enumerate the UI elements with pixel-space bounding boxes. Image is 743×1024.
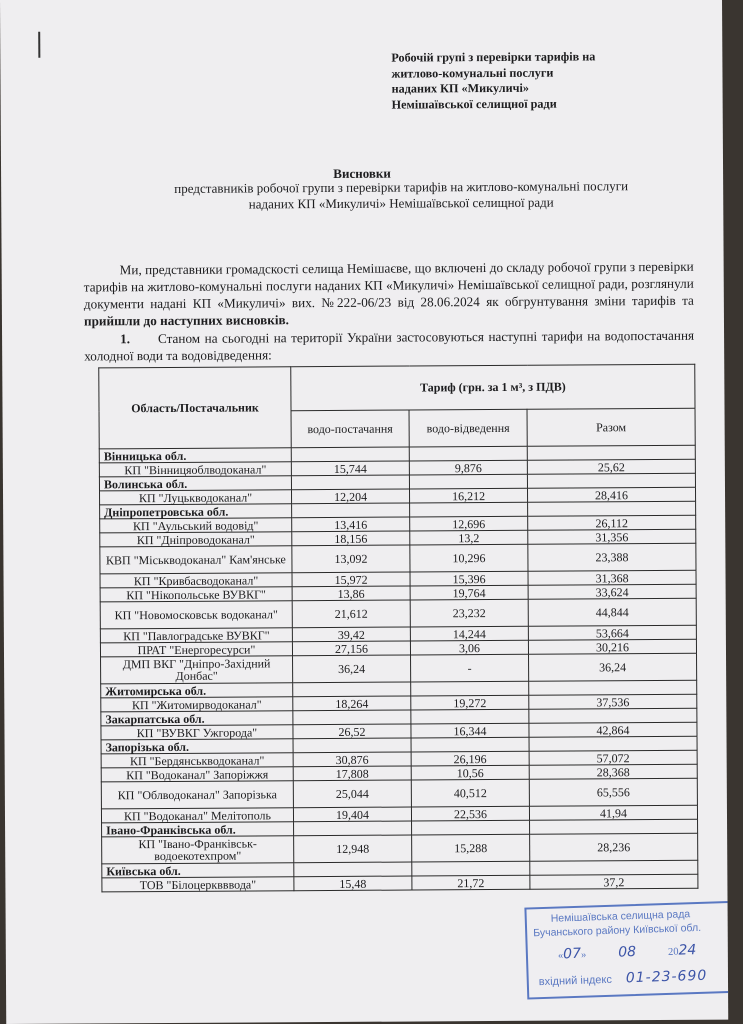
supplier-name: КП "Бердянськводоканал" bbox=[101, 753, 293, 768]
total-tariff: 57,072 bbox=[529, 750, 697, 765]
table-row bbox=[102, 833, 698, 864]
supplier-name: КП "Івано-Франківськ-водоекотехпром" bbox=[102, 836, 294, 864]
water-tariff: 39,42 bbox=[292, 627, 410, 642]
total-tariff: 25,62 bbox=[527, 459, 695, 474]
stamp-index-label: вхідний індекс bbox=[538, 973, 613, 989]
supplier-name: КВП "Міськводоканал" Кам'янське bbox=[100, 546, 292, 574]
water-tariff: 12,948 bbox=[294, 835, 412, 863]
stamp-line: Немішаївська селищна рада bbox=[550, 908, 691, 925]
table-row bbox=[101, 653, 697, 684]
region-name: Закарпатська обл. bbox=[101, 711, 293, 726]
water-tariff: 13,86 bbox=[292, 586, 410, 601]
empty-cell bbox=[411, 681, 529, 696]
point-text: Станом на сьогодні на території України застосовуються наступні тарифи на водопостачання холодної води та водовідведення: bbox=[84, 327, 695, 364]
sewage-tariff: 14,244 bbox=[410, 626, 528, 641]
header-sewage: водо-відведення bbox=[409, 409, 527, 447]
empty-cell bbox=[527, 445, 695, 460]
empty-cell bbox=[291, 447, 409, 462]
water-tariff: 25,044 bbox=[293, 780, 411, 808]
empty-cell bbox=[410, 502, 528, 517]
sewage-tariff: 16,212 bbox=[409, 488, 527, 503]
empty-cell bbox=[292, 503, 410, 518]
water-tariff: 13,092 bbox=[292, 545, 410, 573]
intro-text: Ми, представники громадскості селища Немішаєве, що включені до складу робочої групи з перевірки тарифів на житлово-комунальні послуги наданих КП «Микуличі» Немішаївської селищної ради, розглянули документи надані КП «Микуличі» вих. №222-06/23 від 28.06.2024 як обгрунтування зміни тарифів та bbox=[83, 258, 694, 312]
supplier-name: ПРАТ "Енергоресурси" bbox=[100, 642, 292, 657]
document-title: Висновки bbox=[333, 165, 391, 181]
intro-paragraph bbox=[84, 258, 694, 330]
supplier-name: КП "Водоканал" Запоріжжя bbox=[101, 767, 293, 782]
addressee-line: Немішаївської селищної ради bbox=[391, 96, 557, 112]
stamp-line: Бучанського району Київської обл. bbox=[533, 921, 702, 940]
header-water: водо-постачання bbox=[291, 410, 409, 448]
water-tariff: 26,52 bbox=[293, 724, 411, 739]
total-tariff: 44,844 bbox=[528, 598, 696, 626]
region-name: Вінницька обл. bbox=[99, 448, 291, 463]
stamp-date: «07» 08 2024 bbox=[557, 942, 697, 963]
supplier-name: КП "Кривбасводоканал" bbox=[100, 573, 292, 588]
sewage-tariff: 9,876 bbox=[409, 460, 527, 475]
empty-cell bbox=[294, 862, 412, 877]
sewage-tariff: 21,72 bbox=[412, 875, 530, 890]
margin-mark bbox=[38, 32, 40, 58]
table-row bbox=[101, 778, 697, 809]
supplier-name: КП "Житомирводоканал" bbox=[101, 697, 293, 712]
empty-cell bbox=[409, 446, 527, 461]
sewage-tariff: 15,288 bbox=[412, 834, 530, 862]
total-tariff: 28,416 bbox=[527, 487, 695, 502]
intro-bold-text: прийшли до наступних висновків. bbox=[83, 312, 290, 329]
water-tariff: 21,612 bbox=[292, 600, 410, 628]
stamp-index-value: 01-23-690 bbox=[625, 967, 708, 987]
supplier-name: КП "Вінницяоблводоканал" bbox=[99, 462, 291, 477]
stamp-day: 07 bbox=[562, 945, 582, 963]
sewage-tariff: 3,06 bbox=[410, 640, 528, 655]
total-tariff: 37,536 bbox=[529, 694, 697, 709]
total-tariff: 37,2 bbox=[530, 874, 698, 889]
stamp-year-prefix: 20 bbox=[667, 946, 679, 958]
water-tariff: 15,48 bbox=[294, 876, 412, 891]
empty-cell bbox=[528, 501, 696, 516]
region-name: Київська обл. bbox=[102, 863, 294, 878]
sewage-tariff: 19,272 bbox=[411, 695, 529, 710]
empty-cell bbox=[411, 737, 529, 752]
stamp-month: 08 bbox=[617, 944, 637, 961]
empty-cell bbox=[412, 861, 530, 876]
subtitle-line: наданих КП «Микуличі» Немішаївської селищної ради bbox=[248, 194, 554, 212]
sewage-tariff: 12,696 bbox=[410, 516, 528, 531]
region-name: Запорізька обл. bbox=[101, 739, 293, 754]
total-tariff: 53,664 bbox=[528, 625, 696, 640]
empty-cell bbox=[409, 474, 527, 489]
supplier-name: КП "Дніпроводоканал" bbox=[100, 532, 292, 547]
total-tariff: 36,24 bbox=[529, 653, 697, 681]
sewage-tariff: 13,2 bbox=[410, 530, 528, 545]
water-tariff: 18,264 bbox=[293, 696, 411, 711]
water-tariff: 36,24 bbox=[293, 655, 411, 683]
subtitle-line: представників робочої групи з перевірки тарифів на житлово-комунальні послуги bbox=[174, 178, 629, 196]
sewage-tariff: 10,296 bbox=[410, 544, 528, 572]
addressee-line: наданих КП «Микуличі» bbox=[391, 80, 529, 96]
table-row bbox=[100, 598, 696, 629]
region-name: Волинська обл. bbox=[99, 476, 291, 491]
total-tariff: 42,864 bbox=[529, 722, 697, 737]
supplier-name: КП "Аульський водовід" bbox=[100, 518, 292, 533]
total-tariff: 30,216 bbox=[528, 639, 696, 654]
water-tariff: 27,156 bbox=[292, 641, 410, 656]
sewage-tariff: 23,232 bbox=[410, 599, 528, 627]
empty-cell bbox=[293, 710, 411, 725]
empty-cell bbox=[529, 736, 697, 751]
total-tariff: 26,112 bbox=[528, 515, 696, 530]
empty-cell bbox=[412, 820, 530, 835]
sewage-tariff: 10,56 bbox=[411, 765, 529, 780]
supplier-name: КП "Новомосковськ водоканал" bbox=[100, 601, 292, 629]
water-tariff: 30,876 bbox=[293, 752, 411, 767]
water-tariff: 13,416 bbox=[292, 517, 410, 532]
total-tariff: 65,556 bbox=[529, 778, 697, 806]
water-tariff: 15,972 bbox=[292, 572, 410, 587]
water-tariff: 18,156 bbox=[292, 531, 410, 546]
stamp-year-suffix: 24 bbox=[678, 942, 697, 959]
total-tariff: 28,368 bbox=[529, 764, 697, 779]
empty-cell bbox=[530, 860, 698, 875]
total-tariff: 41,94 bbox=[529, 805, 697, 820]
body-text bbox=[84, 258, 695, 365]
sewage-tariff: 40,512 bbox=[411, 779, 529, 807]
total-tariff: 31,368 bbox=[528, 570, 696, 585]
table-row bbox=[100, 543, 696, 574]
point-number: 1. bbox=[120, 331, 131, 347]
tariffs-table bbox=[98, 364, 698, 893]
table-row bbox=[102, 874, 698, 892]
point-paragraph bbox=[84, 327, 694, 365]
supplier-name: КП "Водоканал" Мелітополь bbox=[101, 808, 293, 823]
stamp-index bbox=[539, 968, 708, 989]
document-subtitle bbox=[101, 178, 701, 214]
supplier-name: КП "Павлоградське ВУВКГ" bbox=[100, 628, 292, 643]
addressee-block bbox=[391, 49, 711, 113]
empty-cell bbox=[293, 738, 411, 753]
sewage-tariff: 16,344 bbox=[411, 723, 529, 738]
water-tariff: 17,808 bbox=[293, 766, 411, 781]
empty-cell bbox=[529, 708, 697, 723]
addressee-line: житлово-комунальні послуги bbox=[391, 65, 554, 81]
header-total: Разом bbox=[527, 408, 695, 446]
empty-cell bbox=[411, 709, 529, 724]
incoming-stamp bbox=[524, 901, 728, 1000]
empty-cell bbox=[291, 475, 409, 490]
header-region: Область/Постачальник bbox=[99, 367, 291, 449]
total-tariff: 33,624 bbox=[528, 584, 696, 599]
sewage-tariff: 26,196 bbox=[411, 751, 529, 766]
region-name: Івано-Франківська обл. bbox=[102, 822, 294, 837]
water-tariff: 15,744 bbox=[291, 461, 409, 476]
header-tariff: Тариф (грн. за 1 м³, з ПДВ) bbox=[291, 364, 695, 410]
supplier-name: ДМП ВКГ "Дніпро-Західний Донбас" bbox=[101, 656, 293, 684]
supplier-name: КП "ВУВКГ Ужгорода" bbox=[101, 725, 293, 740]
region-name: Дніпропетровська обл. bbox=[100, 504, 292, 519]
water-tariff: 12,204 bbox=[291, 489, 409, 504]
supplier-name: ТОВ "Білоцерквввода" bbox=[102, 877, 294, 892]
total-tariff: 23,388 bbox=[528, 543, 696, 571]
supplier-name: КП "Облводоканал" Запорізька bbox=[101, 781, 293, 809]
sewage-tariff: - bbox=[411, 654, 529, 682]
addressee-line: Робочій групі з перевірки тарифів на bbox=[391, 49, 596, 65]
sewage-tariff: 22,536 bbox=[411, 806, 529, 821]
region-name: Житомирська обл. bbox=[101, 683, 293, 698]
empty-cell bbox=[294, 821, 412, 836]
sewage-tariff: 19,764 bbox=[410, 585, 528, 600]
empty-cell bbox=[293, 682, 411, 697]
water-tariff: 19,404 bbox=[293, 807, 411, 822]
total-tariff: 31,356 bbox=[528, 529, 696, 544]
empty-cell bbox=[530, 819, 698, 834]
empty-cell bbox=[529, 680, 697, 695]
supplier-name: КП "Нікопольське ВУВКГ" bbox=[100, 587, 292, 602]
sewage-tariff: 15,396 bbox=[410, 571, 528, 586]
total-tariff: 28,236 bbox=[530, 833, 698, 861]
supplier-name: КП "Луцькводоканал" bbox=[100, 490, 292, 505]
empty-cell bbox=[527, 473, 695, 488]
